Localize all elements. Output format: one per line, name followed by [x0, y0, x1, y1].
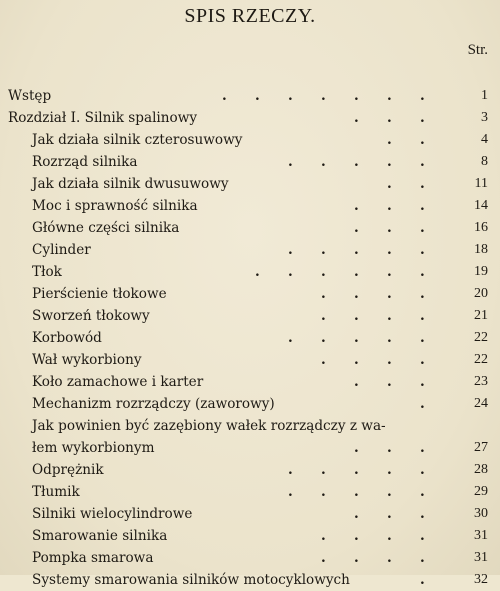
leader-dot: . [288, 330, 293, 346]
leader-dot: . [354, 550, 359, 566]
leader-dot: . [354, 264, 359, 280]
toc-entry-page-number: 22 [474, 330, 488, 345]
leader-dot: . [420, 308, 425, 324]
leader-dot: . [321, 528, 326, 544]
toc-entry [0, 173, 500, 195]
leader-dot: . [420, 330, 425, 346]
leader-dot: . [354, 506, 359, 522]
leader-dot: . [420, 374, 425, 390]
toc-entry-label: Korbowód [32, 330, 102, 346]
toc-entry-label: Rozdział I. Silnik spalinowy [8, 110, 198, 126]
leader-dot: . [354, 308, 359, 324]
toc-entry [0, 327, 500, 349]
leader-dot: . [321, 88, 326, 104]
table-of-contents [0, 85, 500, 591]
leader-dot: . [420, 506, 425, 522]
leader-dot: . [321, 308, 326, 324]
leader-dot: . [420, 550, 425, 566]
page-column-header: Str. [467, 42, 488, 58]
leader-dot: . [420, 154, 425, 170]
leader-dot: . [387, 132, 392, 148]
toc-entry [0, 151, 500, 173]
leader-dot: . [321, 462, 326, 478]
leader-dot: . [387, 242, 392, 258]
leader-dot: . [354, 528, 359, 544]
leader-dot: . [420, 396, 425, 412]
toc-entry-page-number: 20 [474, 286, 488, 301]
leader-dot: . [255, 264, 260, 280]
toc-entry-label-line1: Jak powinien być zazębiony wałek rozrządczy z wa- [32, 418, 386, 434]
leader-dot: . [288, 264, 293, 280]
leader-dot: . [354, 88, 359, 104]
toc-entry-label: Moc i sprawność silnika [32, 198, 198, 214]
leader-dot: . [321, 484, 326, 500]
leader-dot: . [354, 286, 359, 302]
toc-entry-label: Tłumik [32, 484, 80, 500]
toc-entry-label: Wstęp [8, 88, 52, 104]
leader-dot: . [420, 462, 425, 478]
toc-entry-label: Pierścienie tłokowe [32, 286, 167, 302]
toc-entry-page-number: 28 [474, 462, 488, 477]
toc-entry-page-number: 18 [474, 242, 488, 257]
toc-entry-page-number: 3 [481, 110, 488, 125]
leader-dot: . [387, 176, 392, 192]
toc-entry-label: Jak działa silnik dwusuwowy [32, 176, 229, 192]
toc-entry-page-number: 23 [474, 374, 488, 389]
leader-dot: . [387, 286, 392, 302]
leader-dot: . [354, 374, 359, 390]
toc-entry-label: Smarowanie silnika [32, 528, 168, 544]
toc-entry [0, 305, 500, 327]
leader-dot: . [420, 352, 425, 368]
toc-entry-label: Tłok [32, 264, 62, 280]
leader-dot: . [222, 88, 227, 104]
toc-entry-page-number: 4 [481, 132, 488, 147]
leader-dot: . [321, 352, 326, 368]
leader-dot: . [354, 220, 359, 236]
leader-dot: . [321, 154, 326, 170]
leader-dot: . [420, 572, 425, 588]
toc-entry-page-number: 27 [474, 440, 488, 455]
leader-dot: . [354, 242, 359, 258]
leader-dot: . [288, 88, 293, 104]
toc-entry [0, 415, 500, 459]
leader-dot: . [321, 550, 326, 566]
toc-entry-label: Silniki wielocylindrowe [32, 506, 193, 522]
leader-dot: . [288, 484, 293, 500]
page-title: SPIS RZECZY. [184, 5, 316, 27]
toc-entry-label: Główne części silnika [32, 220, 180, 236]
leader-dot: . [387, 352, 392, 368]
leader-dot: . [354, 110, 359, 126]
toc-entry-label: Koło zamachowe i karter [32, 374, 204, 390]
toc-entry [0, 239, 500, 261]
toc-entry-label [32, 415, 386, 459]
toc-entry [0, 261, 500, 283]
leader-dot: . [354, 484, 359, 500]
leader-dot: . [387, 374, 392, 390]
leader-dot: . [387, 110, 392, 126]
toc-entry-page-number: 31 [474, 550, 488, 565]
toc-entry-label: Systemy smarowania silników motocyklowych [32, 572, 350, 588]
leader-dot: . [354, 154, 359, 170]
toc-entry-label: Rozrząd silnika [32, 154, 138, 170]
leader-dot: . [387, 264, 392, 280]
toc-entry [0, 569, 500, 591]
leader-dot: . [387, 154, 392, 170]
toc-entry [0, 195, 500, 217]
leader-dot: . [354, 330, 359, 346]
toc-entry [0, 107, 500, 129]
toc-entry [0, 525, 500, 547]
toc-entry-label: Jak działa silnik czterosuwowy [32, 132, 243, 148]
toc-entry-page-number: 14 [474, 198, 488, 213]
leader-dot: . [420, 484, 425, 500]
leader-dot: . [288, 242, 293, 258]
leader-dot: . [420, 242, 425, 258]
toc-entry-label: Pompka smarowa [32, 550, 154, 566]
toc-entry [0, 283, 500, 305]
toc-entry [0, 129, 500, 151]
toc-entry [0, 349, 500, 371]
toc-entry [0, 393, 500, 415]
toc-entry-page-number: 8 [481, 154, 488, 169]
leader-dot: . [387, 198, 392, 214]
leader-dot: . [321, 264, 326, 280]
leader-dot: . [354, 440, 359, 456]
toc-entry [0, 85, 500, 107]
leader-dot: . [387, 308, 392, 324]
toc-entry [0, 371, 500, 393]
toc-entry-page-number: 11 [474, 176, 488, 191]
toc-entry-page-number: 30 [474, 506, 488, 521]
toc-entry-label: Wał wykorbiony [32, 352, 142, 368]
toc-entry [0, 503, 500, 525]
leader-dot: . [321, 286, 326, 302]
leader-dot: . [387, 440, 392, 456]
leader-dot: . [288, 462, 293, 478]
leader-dot: . [387, 330, 392, 346]
leader-dot: . [420, 88, 425, 104]
leader-dot: . [420, 198, 425, 214]
leader-dot: . [420, 132, 425, 148]
toc-entry [0, 547, 500, 569]
leader-dot: . [420, 264, 425, 280]
toc-entry-page-number: 21 [474, 308, 488, 323]
leader-dot: . [387, 528, 392, 544]
leader-dot: . [420, 176, 425, 192]
leader-dot: . [387, 484, 392, 500]
leader-dot: . [354, 352, 359, 368]
leader-dot: . [255, 88, 260, 104]
toc-entry [0, 481, 500, 503]
toc-entry-page-number: 22 [474, 352, 488, 367]
toc-entry-label: Cylinder [32, 242, 91, 258]
leader-dot: . [321, 330, 326, 346]
toc-entry [0, 459, 500, 481]
leader-dot: . [420, 110, 425, 126]
toc-entry-label: Odprężnik [32, 462, 104, 478]
leader-dot: . [387, 506, 392, 522]
leader-dot: . [387, 88, 392, 104]
leader-dot: . [420, 528, 425, 544]
toc-entry-page-number: 19 [474, 264, 488, 279]
leader-dot: . [354, 198, 359, 214]
leader-dot: . [420, 220, 425, 236]
leader-dot: . [354, 462, 359, 478]
leader-dot: . [321, 242, 326, 258]
toc-entry [0, 217, 500, 239]
leader-dot: . [288, 154, 293, 170]
leader-dot: . [387, 550, 392, 566]
toc-entry-page-number: 32 [474, 572, 488, 587]
toc-entry-page-number: 29 [474, 484, 488, 499]
leader-dot: . [387, 462, 392, 478]
leader-dot: . [420, 440, 425, 456]
leader-dot: . [420, 286, 425, 302]
toc-entry-label-line2: łem wykorbionym [32, 440, 155, 456]
toc-entry-label: Sworzeń tłokowy [32, 308, 150, 324]
toc-entry-page-number: 1 [481, 88, 488, 103]
leader-dot: . [387, 220, 392, 236]
toc-entry-label: Mechanizm rozrządczy (zaworowy) [32, 396, 275, 412]
toc-entry-page-number: 16 [474, 220, 488, 235]
toc-entry-page-number: 24 [474, 396, 488, 411]
toc-entry-page-number: 31 [474, 528, 488, 543]
